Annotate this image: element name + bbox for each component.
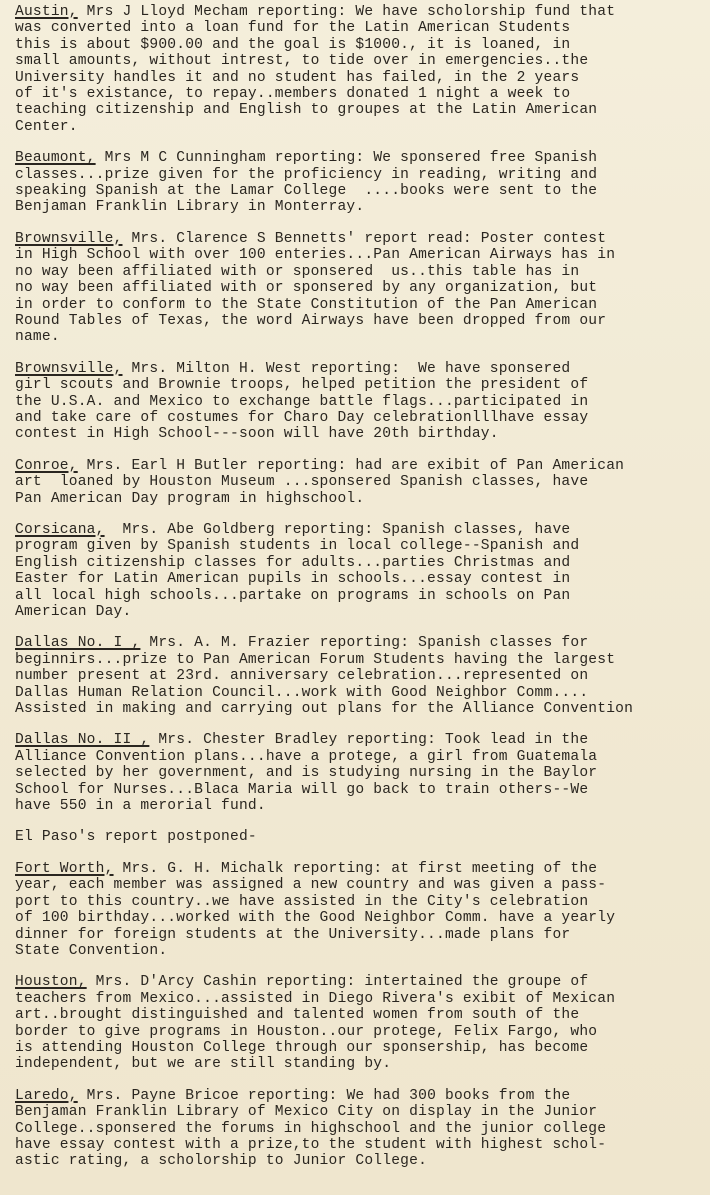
report-line: Benjaman Franklin Library of Mexico City on display in the Junior <box>15 1104 598 1121</box>
city-name: Beaumont, <box>15 150 96 167</box>
report-line: no way been affiliated with or sponsered us..this table has in <box>15 263 580 280</box>
report-line <box>15 522 702 538</box>
city-name: Dallas No. II , <box>15 732 150 749</box>
report-line: Benjaman Franklin Library in Monterray. <box>15 199 365 216</box>
entry-fort-worth <box>15 861 702 959</box>
entry-dallas-1 <box>15 635 702 717</box>
report-line: border to give programs in Houston..our protege, Felix Fargo, who <box>15 1023 598 1040</box>
entry-beaumont <box>15 150 702 216</box>
entry-laredo <box>15 1088 702 1170</box>
report-line: port to this country..we have assisted in the City's celebration <box>15 893 589 910</box>
report-line <box>15 150 702 166</box>
report-line <box>15 458 702 474</box>
report-line: was converted into a loan fund for the Latin American Students <box>15 20 571 37</box>
report-line: speaking Spanish at the Lamar College ....books were sent to the <box>15 183 598 200</box>
report-line: in High School with over 100 enteries...Pan American Airways has in <box>15 247 616 264</box>
report-line: Dallas Human Relation Council...work with Good Neighbor Comm.... <box>15 684 589 701</box>
report-line <box>15 231 702 247</box>
city-name: Fort Worth, <box>15 860 114 877</box>
report-line <box>15 1088 702 1104</box>
report-line: classes...prize given for the proficiency in reading, writing and <box>15 166 598 183</box>
report-line: of 100 birthday...worked with the Good Neighbor Comm. have a yearly <box>15 910 616 927</box>
city-name: Brownsville, <box>15 230 123 247</box>
report-line: the U.S.A. and Mexico to exchange battle flags...participated in <box>15 393 589 410</box>
city-name: Dallas No. I , <box>15 635 141 652</box>
report-line: El Paso's report postponed- <box>15 829 257 846</box>
report-line: and take care of costumes for Charo Day celebrationlllhave essay <box>15 409 589 426</box>
line-text: Mrs J Lloyd Mecham reporting: We have scholorship fund that <box>77 4 616 20</box>
report-line <box>15 974 702 990</box>
entry-brownsville-2 <box>15 361 702 443</box>
report-line: University handles it and no student has failed, in the 2 years <box>15 69 580 86</box>
report-line: small amounts, without intrest, to tide over in emergencies..the <box>15 53 589 70</box>
city-name: Brownsville, <box>15 360 123 377</box>
report-line: this is about $900.00 and the goal is $1000., it is loaned, in <box>15 36 571 53</box>
report-line: Center. <box>15 118 78 135</box>
entry-austin <box>15 4 702 135</box>
report-line: English citizenship classes for adults...parties Christmas and <box>15 554 571 571</box>
report-line: American Day. <box>15 604 132 620</box>
line-text: Mrs. Earl H Butler reporting: had are exibit of Pan American <box>77 457 625 474</box>
report-line: beginnirs...prize to Pan American Forum Students having the largest <box>15 651 616 668</box>
report-line: all local high schools...partake on programs in schools on Pan <box>15 587 571 604</box>
report-line: of it's existance, to repay..members donated 1 night a week to <box>15 86 571 103</box>
report-line: School for Nurses...Blaca Maria will go back to train others--We <box>15 781 589 798</box>
city-name: Corsicana, <box>15 521 105 538</box>
report-line: independent, but we are still standing by. <box>15 1056 392 1073</box>
report-line: teaching citizenship and English to groupes at the Latin American <box>15 102 598 119</box>
report-line: Alliance Convention plans...have a protege, a girl from Guatemala <box>15 748 598 765</box>
report-line: Easter for Latin American pupils in schools...essay contest in <box>15 571 571 588</box>
report-line: State Convention. <box>15 942 168 959</box>
report-line: is attending Houston College through our sponsership, has become <box>15 1039 589 1056</box>
report-line: year, each member was assigned a new country and was given a pass- <box>15 877 607 894</box>
city-name: Conroe, <box>15 457 78 474</box>
report-line: contest in High School---soon will have 20th birthday. <box>15 426 499 443</box>
line-text: Mrs. A. M. Frazier reporting: Spanish classes for <box>140 635 589 652</box>
report-line: number present at 23rd. anniversary celebration...represented on <box>15 668 589 685</box>
entry-conroe <box>15 458 702 507</box>
report-line: teachers from Mexico...assisted in Diego Rivera's exibit of Mexican <box>15 990 616 1007</box>
line-text: Mrs. Milton H. West reporting: We have sponsered <box>122 360 571 377</box>
line-text: Mrs. Clarence S Bennetts' report read: Poster contest <box>122 230 607 247</box>
entry-dallas-2 <box>15 732 702 814</box>
city-name: Houston, <box>15 974 87 991</box>
line-text: Mrs. Payne Bricoe reporting: We had 300 books from the <box>77 1087 571 1104</box>
report-line: dinner for foreign students at the University...made plans for <box>15 926 571 943</box>
report-line: art..brought distinguished and talented women from south of the <box>15 1007 580 1024</box>
line-text: Mrs. Chester Bradley reporting: Took lead in the <box>149 732 589 749</box>
entry-el-paso <box>15 829 702 845</box>
entry-brownsville-1 <box>15 231 702 346</box>
report-line: no way been affiliated with or sponsered by any organization, but <box>15 280 598 297</box>
report-line: have essay contest with a prize,to the student with highest schol- <box>15 1136 607 1153</box>
report-line <box>15 635 702 651</box>
report-line: Pan American Day program in highschool. <box>15 490 365 507</box>
report-line: girl scouts and Brownie troops, helped petition the president of <box>15 377 589 394</box>
line-text: Mrs. Abe Goldberg reporting: Spanish classes, have <box>104 521 571 538</box>
report-line: have 550 in a merorial fund. <box>15 798 266 815</box>
report-line: in order to conform to the State Constitution of the Pan American <box>15 296 598 313</box>
entry-corsicana <box>15 522 702 620</box>
report-line: program given by Spanish students in local college--Spanish and <box>15 538 580 555</box>
report-line: College..sponsered the forums in highschool and the junior college <box>15 1120 607 1137</box>
report-line: selected by her government, and is studying nursing in the Baylor <box>15 765 598 782</box>
line-text: Mrs. G. H. Michalk reporting: at first meeting of the <box>113 860 598 877</box>
report-line <box>15 4 702 20</box>
line-text: Mrs. D'Arcy Cashin reporting: intertained the groupe of <box>86 974 589 991</box>
report-line: Round Tables of Texas, the word Airways have been dropped from our <box>15 312 607 329</box>
report-line: art loaned by Houston Museum ...sponsered Spanish classes, have <box>15 474 589 491</box>
report-line: Assisted in making and carrying out plans for the Alliance Convention <box>15 701 634 718</box>
report-line <box>15 861 702 877</box>
report-line <box>15 732 702 748</box>
report-line <box>15 361 702 377</box>
city-name: Austin, <box>15 4 78 20</box>
report-line: astic rating, a scholorship to Junior College. <box>15 1153 428 1170</box>
city-name: Laredo, <box>15 1087 78 1104</box>
entry-houston <box>15 974 702 1072</box>
report-line: name. <box>15 329 60 346</box>
line-text: Mrs M C Cunningham reporting: We sponsered free Spanish <box>95 150 598 167</box>
